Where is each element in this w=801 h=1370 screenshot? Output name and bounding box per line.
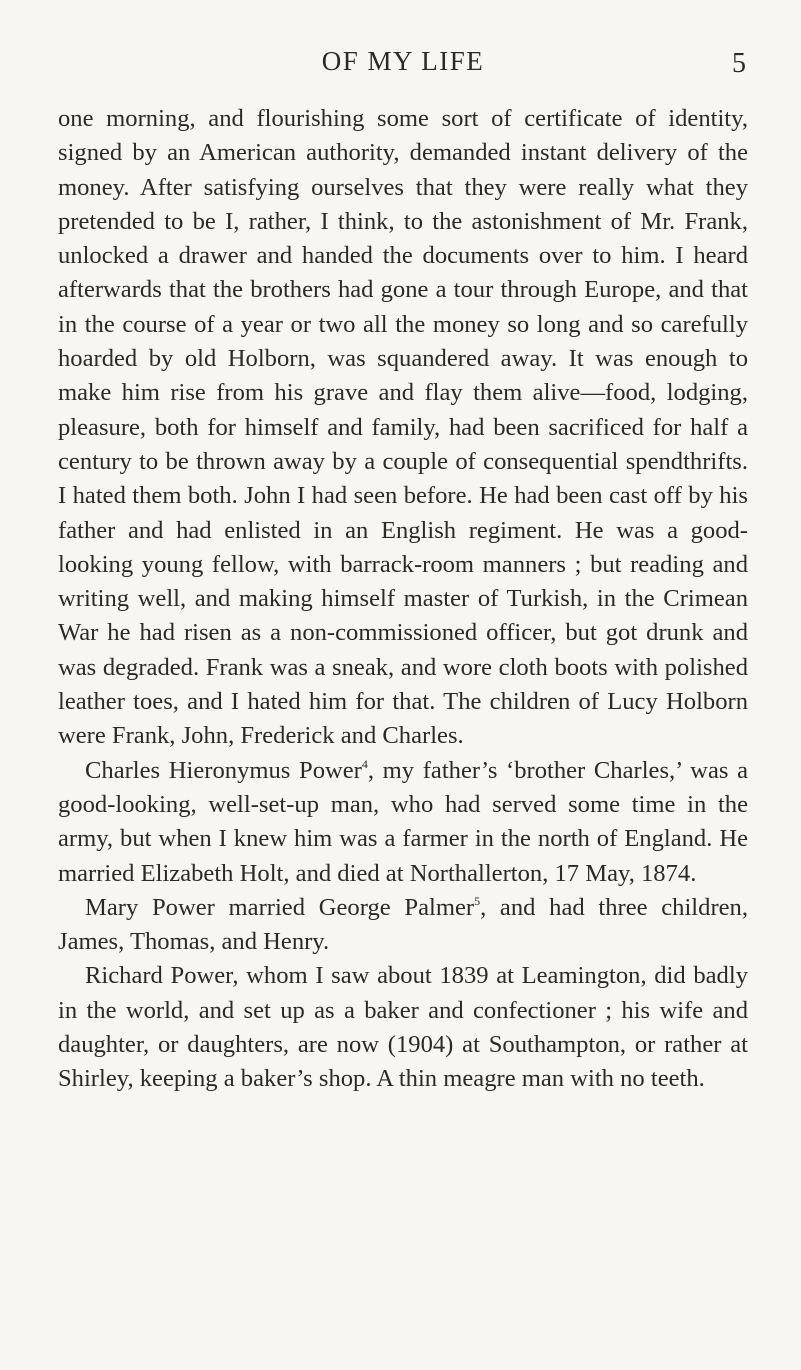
paragraph-charles-power [58,754,748,891]
running-head [58,46,748,82]
paragraph-richard-power: Richard Power, whom I saw about 1839 at Leamington, did badly in the world, and set up as a baker and confectioner ; his wife and daughter, or daughters, are now (1904) at Southampton, or rather at Shirley, keeping a baker’s shop. A thin meagre man with no teeth. [58,962,748,1093]
running-title: OF MY LIFE [321,46,485,76]
footnote-marker: 4 [361,756,368,771]
paragraph-text: , and had three children, James, Thomas, and Henry. [58,893,748,956]
paragraph-holborn-brothers: one morning, and flourishing some sort of certificate of identity, signed by an American authority, demanded instant delivery of the money. After satisfying ourselves that they were really what they pretended to be I, rather, I think, to the astonishment of Mr. Frank, unlocked a drawer and handed the documents over to him. I heard afterwards that the brothers had gone a tour through Europe, and that in the course of a year or two all the money so long and so carefully hoarded by old Holborn, was squandered away. It was enough to make him rise from his grave and flay them alive—food, lodging, pleasure, both for himself and family, had been sacrificed for half a century to be thrown away by a couple of consequential spendthrifts. I hated them both. John I had seen before. He had been cast off by his father and had enlisted in an English regiment. He was a good-looking young fellow, with barrack-room manners ; but reading and writing well, and making himself master of Turkish, in the Crimean War he had risen as a non-commissioned officer, but got drunk and was degraded. Frank was a sneak, and wore cloth boots with polished leather toes, and I hated him for that. The children of Lucy Holborn were Frank, John, Frederick and Charles. [58,105,748,750]
paragraph-text: , my father’s ‘brother Charles,’ was a good-looking, well-set-up man, who had served some time in the army, but when I knew him was a farmer in the north of England. He married Elizabeth Holt, and died at Northallerton, 17 May, 1874. [58,756,748,887]
paragraph-text: Mary Power married George Palmer [85,893,475,921]
paragraph-text: Charles Hieronymus Power [85,756,362,784]
page-number: 5 [732,48,746,79]
footnote-marker: 5 [474,893,481,908]
body-text [58,102,748,1097]
paragraph-mary-power [58,891,748,960]
